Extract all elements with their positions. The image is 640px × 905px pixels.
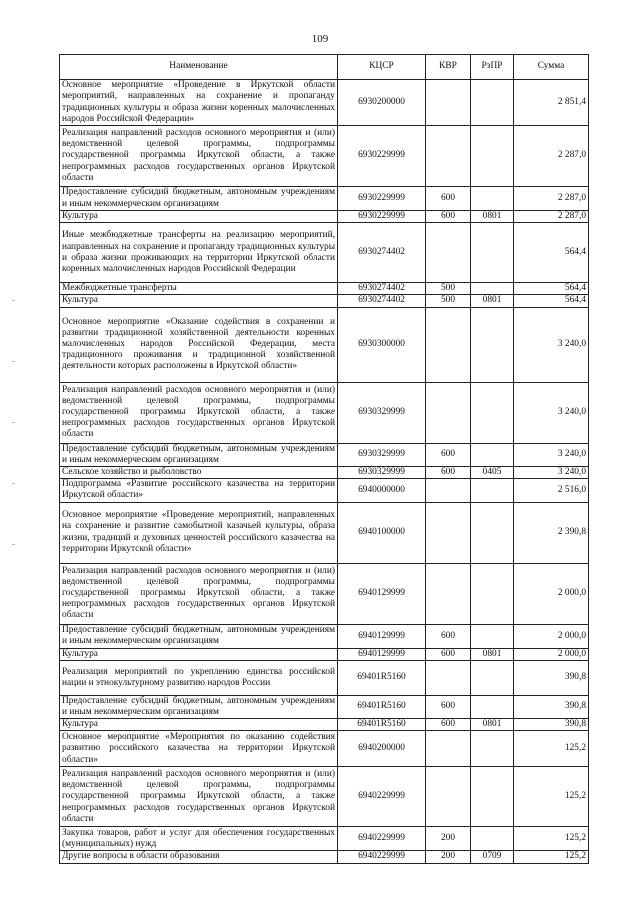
- row-sum-cell: 564,4: [514, 223, 589, 283]
- row-kcsr-cell: 6930200000: [338, 80, 426, 126]
- row-kvr-cell: 500: [426, 283, 471, 295]
- header-name: Наименование: [60, 55, 338, 80]
- table-row: [60, 283, 589, 295]
- row-sum-cell: 2 287,0: [514, 187, 589, 211]
- row-name-cell: Предоставление субсидий бюджетным, автономным учреждениям и иным некоммерческим организациям: [60, 695, 338, 718]
- row-rzpr-cell: 0801: [471, 648, 514, 660]
- row-sum-cell: 3 240,0: [514, 443, 589, 466]
- row-sum-cell: 2 000,0: [514, 563, 589, 624]
- row-rzpr-cell: [471, 502, 514, 563]
- row-kvr-cell: [426, 502, 471, 563]
- row-kcsr-cell: 6940129999: [338, 563, 426, 624]
- row-name-cell: Другие вопросы в области образования: [60, 851, 338, 863]
- row-sum-cell: 564,4: [514, 295, 589, 307]
- row-name-cell: Закупка товаров, работ и услуг для обеспечения государственных (муниципальных) нужд: [60, 827, 338, 851]
- row-kcsr-cell: 6930329999: [338, 467, 426, 479]
- row-rzpr-cell: [471, 80, 514, 126]
- row-kcsr-cell: 6930274402: [338, 283, 426, 295]
- table-row: [60, 767, 589, 827]
- table-row: [60, 695, 589, 718]
- table-row: [60, 382, 589, 443]
- header-sum: Сумма: [514, 55, 589, 80]
- row-kvr-cell: [426, 731, 471, 767]
- row-sum-cell: 2 287,0: [514, 126, 589, 187]
- header-kcsr: КЦСР: [338, 55, 426, 80]
- table-row: [60, 624, 589, 648]
- row-rzpr-cell: [471, 223, 514, 283]
- row-name-cell: Культура: [60, 648, 338, 660]
- table-row: [60, 479, 589, 502]
- row-kcsr-cell: 6930300000: [338, 307, 426, 382]
- row-kcsr-cell: 6940229999: [338, 827, 426, 851]
- row-rzpr-cell: [471, 695, 514, 718]
- row-name-cell: Культура: [60, 719, 338, 731]
- row-name-cell: Основное мероприятие «Мероприятия по оказанию содействия развитию российского казачества на территории Иркутской области»: [60, 731, 338, 767]
- row-kvr-cell: 600: [426, 695, 471, 718]
- table-row: [60, 211, 589, 223]
- row-name-cell: Основное мероприятие «Проведение в Иркутской области мероприятий, направленных на сохранение и пропаганду традиционных культуры и образа жизни коренных малочисленных народов Российской Федерации»: [60, 80, 338, 126]
- row-kvr-cell: 500: [426, 295, 471, 307]
- row-rzpr-cell: [471, 731, 514, 767]
- header-kvr: КВР: [426, 55, 471, 80]
- row-name-cell: Культура: [60, 295, 338, 307]
- row-name-cell: Предоставление субсидий бюджетным, автономным учреждениям и иным некоммерческим организациям: [60, 187, 338, 211]
- row-rzpr-cell: [471, 767, 514, 827]
- table-row: [60, 187, 589, 211]
- row-rzpr-cell: [471, 443, 514, 466]
- row-kvr-cell: 600: [426, 648, 471, 660]
- row-kcsr-cell: 6940200000: [338, 731, 426, 767]
- row-kvr-cell: [426, 382, 471, 443]
- row-rzpr-cell: [471, 479, 514, 502]
- row-kcsr-cell: 69401R5160: [338, 660, 426, 695]
- table-row: [60, 295, 589, 307]
- row-kcsr-cell: 6930274402: [338, 223, 426, 283]
- row-rzpr-cell: [471, 307, 514, 382]
- row-sum-cell: 2 287,0: [514, 211, 589, 223]
- row-kcsr-cell: 69401R5160: [338, 719, 426, 731]
- table-row: [60, 502, 589, 563]
- row-kcsr-cell: 6940000000: [338, 479, 426, 502]
- row-kcsr-cell: 6940129999: [338, 624, 426, 648]
- row-sum-cell: 564,4: [514, 283, 589, 295]
- row-sum-cell: 2 516,0: [514, 479, 589, 502]
- row-kvr-cell: 600: [426, 467, 471, 479]
- row-name-cell: Иные межбюджетные трансферты на реализацию мероприятий, направленных на сохранение и пропаганду традиционных культуры и образа жизни проживающих на территории Иркутской области коренных малочисленных народов Российской Федерации: [60, 223, 338, 283]
- row-kvr-cell: 600: [426, 211, 471, 223]
- table-row: [60, 851, 589, 863]
- row-kcsr-cell: 6930329999: [338, 382, 426, 443]
- row-sum-cell: 390,8: [514, 719, 589, 731]
- table-row: [60, 307, 589, 382]
- row-rzpr-cell: 0801: [471, 719, 514, 731]
- row-rzpr-cell: [471, 126, 514, 187]
- row-name-cell: Реализация направлений расходов основного мероприятия и (или) ведомственной целевой программы, подпрограммы государственной программы Иркутской области, а также непрограммных расходов государственных органов Иркутской области: [60, 126, 338, 187]
- row-sum-cell: 2 000,0: [514, 648, 589, 660]
- header-rzpr: РзПР: [471, 55, 514, 80]
- row-sum-cell: 2 390,8: [514, 502, 589, 563]
- row-kcsr-cell: 6930229999: [338, 187, 426, 211]
- row-sum-cell: 390,8: [514, 660, 589, 695]
- row-kvr-cell: [426, 223, 471, 283]
- table-row: [60, 719, 589, 731]
- row-kvr-cell: 600: [426, 624, 471, 648]
- table-row: [60, 223, 589, 283]
- row-sum-cell: 125,2: [514, 827, 589, 851]
- row-sum-cell: 125,2: [514, 767, 589, 827]
- row-kcsr-cell: 69401R5160: [338, 695, 426, 718]
- row-kcsr-cell: 6930229999: [338, 126, 426, 187]
- budget-table: [59, 54, 589, 864]
- row-rzpr-cell: [471, 382, 514, 443]
- row-kvr-cell: 600: [426, 719, 471, 731]
- row-kcsr-cell: 6940100000: [338, 502, 426, 563]
- row-rzpr-cell: 0801: [471, 211, 514, 223]
- row-name-cell: Основное мероприятие «Проведение мероприятий, направленных на сохранение и развитие самобытной казачьей культуры, образа жизни, традиций и духовных ценностей российского казачества на территории Иркутской области»: [60, 502, 338, 563]
- row-rzpr-cell: [471, 660, 514, 695]
- row-name-cell: Основное мероприятие «Оказание содействия в сохранении и развитии традиционной хозяйственной деятельности коренных малочисленных народов Российской Федерации, места традиционного проживания и традиционной хозяйственной деятельности которых расположены в Иркутской области»: [60, 307, 338, 382]
- row-kcsr-cell: 6940229999: [338, 767, 426, 827]
- row-sum-cell: 3 240,0: [514, 467, 589, 479]
- row-rzpr-cell: 0709: [471, 851, 514, 863]
- table-row: [60, 648, 589, 660]
- row-name-cell: Реализация направлений расходов основного мероприятия и (или) ведомственной целевой программы, подпрограммы государственной программы Иркутской области, а также непрограммных расходов государственных органов Иркутской области: [60, 767, 338, 827]
- row-sum-cell: 3 240,0: [514, 307, 589, 382]
- row-kcsr-cell: 6930329999: [338, 443, 426, 466]
- row-rzpr-cell: 0801: [471, 295, 514, 307]
- page-number: 109: [311, 33, 329, 45]
- row-kvr-cell: [426, 660, 471, 695]
- row-kvr-cell: [426, 563, 471, 624]
- row-kcsr-cell: 6940129999: [338, 648, 426, 660]
- row-name-cell: Предоставление субсидий бюджетным, автономным учреждениям и иным некоммерческим организациям: [60, 624, 338, 648]
- table-row: [60, 827, 589, 851]
- table-row: [60, 660, 589, 695]
- row-sum-cell: 390,8: [514, 695, 589, 718]
- row-kvr-cell: 600: [426, 187, 471, 211]
- row-sum-cell: 125,2: [514, 731, 589, 767]
- table-row: [60, 443, 589, 466]
- row-kvr-cell: [426, 80, 471, 126]
- table-body: [60, 80, 589, 864]
- row-name-cell: Межбюджетные трансферты: [60, 283, 338, 295]
- row-kvr-cell: [426, 479, 471, 502]
- row-name-cell: Реализация мероприятий по укреплению единства российской нации и этнокультурному развитию народов России: [60, 660, 338, 695]
- row-sum-cell: 3 240,0: [514, 382, 589, 443]
- table-row: [60, 467, 589, 479]
- row-rzpr-cell: [471, 187, 514, 211]
- row-kvr-cell: 200: [426, 827, 471, 851]
- row-kvr-cell: [426, 126, 471, 187]
- scan-edge-marks: [12, 300, 18, 720]
- row-kvr-cell: 200: [426, 851, 471, 863]
- table-header-row: [60, 55, 589, 80]
- row-kvr-cell: [426, 767, 471, 827]
- row-name-cell: Реализация направлений расходов основного мероприятия и (или) ведомственной целевой программы, подпрограммы государственной программы Иркутской области, а также непрограммных расходов государственных органов Иркутской области: [60, 563, 338, 624]
- row-rzpr-cell: [471, 827, 514, 851]
- row-rzpr-cell: [471, 283, 514, 295]
- row-kvr-cell: [426, 307, 471, 382]
- row-kcsr-cell: 6930274402: [338, 295, 426, 307]
- row-name-cell: Подпрограмма «Развитие российского казачества на территории Иркутской области»: [60, 479, 338, 502]
- row-rzpr-cell: 0405: [471, 467, 514, 479]
- row-sum-cell: 125,2: [514, 851, 589, 863]
- row-name-cell: Предоставление субсидий бюджетным, автономным учреждениям и иным некоммерческим организациям: [60, 443, 338, 466]
- row-rzpr-cell: [471, 563, 514, 624]
- row-sum-cell: 2 000,0: [514, 624, 589, 648]
- table-row: [60, 80, 589, 126]
- row-kvr-cell: 600: [426, 443, 471, 466]
- row-name-cell: Реализация направлений расходов основного мероприятия и (или) ведомственной целевой программы, подпрограммы государственной программы Иркутской области, а также непрограммных расходов государственных органов Иркутской области: [60, 382, 338, 443]
- row-name-cell: Сельское хозяйство и рыболовство: [60, 467, 338, 479]
- row-sum-cell: 2 851,4: [514, 80, 589, 126]
- table-row: [60, 126, 589, 187]
- table-row: [60, 563, 589, 624]
- row-kcsr-cell: 6930229999: [338, 211, 426, 223]
- row-rzpr-cell: [471, 624, 514, 648]
- row-name-cell: Культура: [60, 211, 338, 223]
- row-kcsr-cell: 6940229999: [338, 851, 426, 863]
- table-row: [60, 731, 589, 767]
